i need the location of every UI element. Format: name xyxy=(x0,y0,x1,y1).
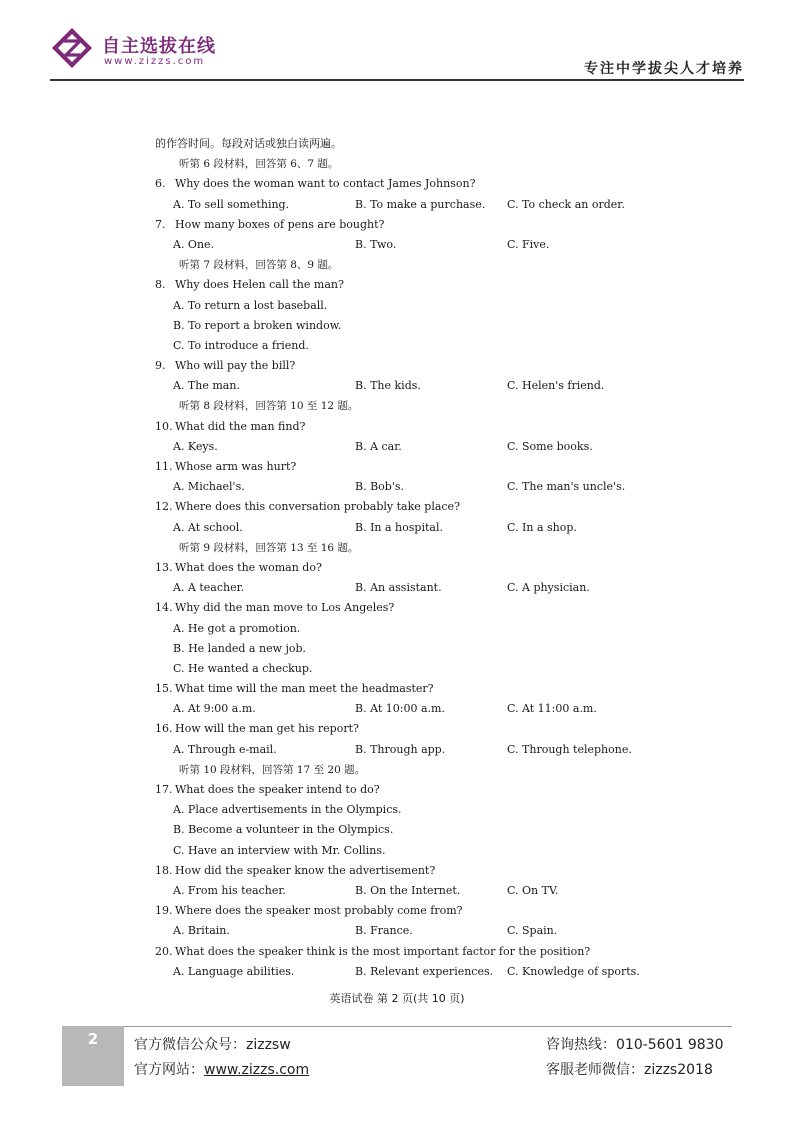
option-row xyxy=(155,699,675,719)
option-c: C. To check an order. xyxy=(507,197,625,211)
option-b: B. Relevant experiences. xyxy=(355,964,494,978)
question xyxy=(155,174,675,194)
question xyxy=(155,598,675,618)
continuation-text: 的作答时间。每段对话或独白读两遍。 xyxy=(155,137,342,150)
question xyxy=(155,356,675,376)
bottom-divider xyxy=(124,1026,732,1027)
option-b: B. Bob's. xyxy=(355,480,404,494)
question-number: 17. xyxy=(155,783,173,796)
option-a: A. From his teacher. xyxy=(173,883,286,897)
option-c: C. Knowledge of sports. xyxy=(507,964,640,978)
question-text: How many boxes of pens are bought? xyxy=(175,217,385,231)
question-number: 9. xyxy=(155,359,166,373)
option-a: A. At school. xyxy=(173,520,243,534)
section-instruction: 听第 10 段材料，回答第 17 至 20 题。 xyxy=(179,763,366,776)
option-c: C. Through telephone. xyxy=(507,742,632,756)
option-row xyxy=(155,437,675,457)
page-number-box xyxy=(62,1026,124,1086)
option-line: C. He wanted a checkup. xyxy=(173,661,313,675)
question-text: How will the man get his report? xyxy=(175,722,359,736)
question xyxy=(155,861,675,881)
option-a: A. Through e-mail. xyxy=(173,742,277,756)
question-number: 16. xyxy=(155,722,173,736)
section-instruction: 听第 8 段材料，回答第 10 至 12 题。 xyxy=(179,400,359,413)
option-c: C. In a shop. xyxy=(507,520,577,534)
option-c: C. On TV. xyxy=(507,883,559,897)
option-row xyxy=(155,518,675,538)
option-c: C. A physician. xyxy=(507,581,590,595)
question-text: Why does Helen call the man? xyxy=(175,278,344,292)
question-text: Who will pay the bill? xyxy=(175,359,296,373)
option-b: B. Two. xyxy=(355,237,397,251)
question-text: Where does this conversation probably take place? xyxy=(175,500,460,514)
option-row xyxy=(155,962,675,982)
question-number: 18. xyxy=(155,863,173,877)
option-line: C. Have an interview with Mr. Collins. xyxy=(173,843,386,857)
option-a: A. The man. xyxy=(173,379,240,393)
logo-url: www.zizzs.com xyxy=(104,56,206,67)
question xyxy=(155,417,675,437)
option-c: C. Helen's friend. xyxy=(507,379,605,393)
option-a: A. Michael's. xyxy=(173,480,245,494)
question-text: What does the woman do? xyxy=(175,560,322,574)
option-a: A. Britain. xyxy=(173,924,230,938)
official-site-label: 官方网站： xyxy=(134,1062,204,1078)
page-number: 2 xyxy=(87,1030,99,1048)
question-text: What does the speaker think is the most important factor for the position? xyxy=(175,944,591,958)
option-b: B. On the Internet. xyxy=(355,883,461,897)
option-b: B. In a hospital. xyxy=(355,520,443,534)
option-row xyxy=(155,578,675,598)
header-divider xyxy=(50,79,744,81)
option-row xyxy=(155,921,675,941)
option-b: B. An assistant. xyxy=(355,581,442,595)
official-site xyxy=(134,1059,309,1079)
question-text: Why did the man move to Los Angeles? xyxy=(175,601,395,615)
option-b: B. A car. xyxy=(355,439,402,453)
question-text: What did the man find? xyxy=(175,419,306,433)
question xyxy=(155,558,675,578)
hotline: 咨询热线：010-5601 9830 xyxy=(546,1037,724,1053)
option-row xyxy=(155,195,675,215)
option-row xyxy=(155,881,675,901)
wechat-account: 官方微信公众号：zizzsw xyxy=(134,1037,291,1053)
option-b: B. France. xyxy=(355,924,413,938)
section-instruction: 听第 7 段材料，回答第 8、9 题。 xyxy=(179,259,339,272)
question-text: Why does the woman want to contact James Johnson? xyxy=(175,177,476,191)
logo-icon xyxy=(50,26,94,70)
option-a: A. At 9:00 a.m. xyxy=(173,702,256,716)
option-c: C. The man's uncle's. xyxy=(507,480,626,494)
option-b: B. At 10:00 a.m. xyxy=(355,702,445,716)
question xyxy=(155,780,675,800)
option-row xyxy=(155,740,675,760)
option-line: C. To introduce a friend. xyxy=(173,338,309,352)
option-row xyxy=(155,235,675,255)
option-line: A. To return a lost baseball. xyxy=(173,298,328,312)
header-slogan: 专注中学拔尖人才培养 xyxy=(584,61,744,77)
option-a: A. A teacher. xyxy=(173,581,245,595)
bottom-info-band xyxy=(62,1026,732,1086)
question xyxy=(155,942,675,962)
question-number: 19. xyxy=(155,904,173,918)
section-instruction: 听第 9 段材料，回答第 13 至 16 题。 xyxy=(179,541,359,554)
question xyxy=(155,457,675,477)
question xyxy=(155,215,675,235)
question-text: What time will the man meet the headmaster? xyxy=(175,682,434,696)
option-line: A. He got a promotion. xyxy=(173,621,301,635)
question-text: Where does the speaker most probably come from? xyxy=(175,904,463,918)
question-number: 20. xyxy=(155,944,173,958)
logo-name: 自主选拔在线 xyxy=(102,36,216,57)
question-number: 8. xyxy=(155,278,166,292)
option-line: B. Become a volunteer in the Olympics. xyxy=(173,823,394,837)
option-b: B. To make a purchase. xyxy=(355,197,486,211)
option-row xyxy=(155,477,675,497)
option-row xyxy=(155,376,675,396)
section-instruction: 听第 6 段材料，回答第 6、7 题。 xyxy=(179,158,339,171)
option-c: C. At 11:00 a.m. xyxy=(507,702,597,716)
option-line: B. To report a broken window. xyxy=(173,318,342,332)
option-line: B. He landed a new job. xyxy=(173,641,307,655)
question-number: 7. xyxy=(155,217,166,231)
question-number: 14. xyxy=(155,601,173,615)
question-text: Whose arm was hurt? xyxy=(175,460,297,473)
option-c: C. Some books. xyxy=(507,439,593,453)
option-c: C. Spain. xyxy=(507,924,558,938)
option-line: A. Place advertisements in the Olympics. xyxy=(173,803,402,817)
page-header xyxy=(0,0,794,84)
question xyxy=(155,901,675,921)
question-number: 12. xyxy=(155,500,173,514)
question-number: 13. xyxy=(155,560,173,574)
option-a: A. To sell something. xyxy=(173,197,290,211)
question-number: 15. xyxy=(155,682,173,696)
question-number: 11. xyxy=(155,460,173,473)
question xyxy=(155,497,675,517)
teacher-wechat: 客服老师微信：zizzs2018 xyxy=(546,1062,713,1078)
question-number: 6. xyxy=(155,177,166,191)
question-text: What does the speaker intend to do? xyxy=(175,783,380,796)
question xyxy=(155,679,675,699)
option-c: C. Five. xyxy=(507,237,550,251)
official-site-link[interactable]: www.zizzs.com xyxy=(204,1062,310,1078)
option-a: A. One. xyxy=(173,237,215,251)
option-b: B. The kids. xyxy=(355,379,421,393)
question xyxy=(155,275,675,295)
question-number: 10. xyxy=(155,419,173,433)
option-b: B. Through app. xyxy=(355,742,446,756)
exam-content xyxy=(155,134,675,982)
option-a: A. Language abilities. xyxy=(173,964,295,978)
option-a: A. Keys. xyxy=(173,439,218,453)
page-footer: 英语试卷 第 2 页(共 10 页) xyxy=(329,992,465,1005)
question xyxy=(155,719,675,739)
question-text: How did the speaker know the advertisement? xyxy=(175,863,436,877)
